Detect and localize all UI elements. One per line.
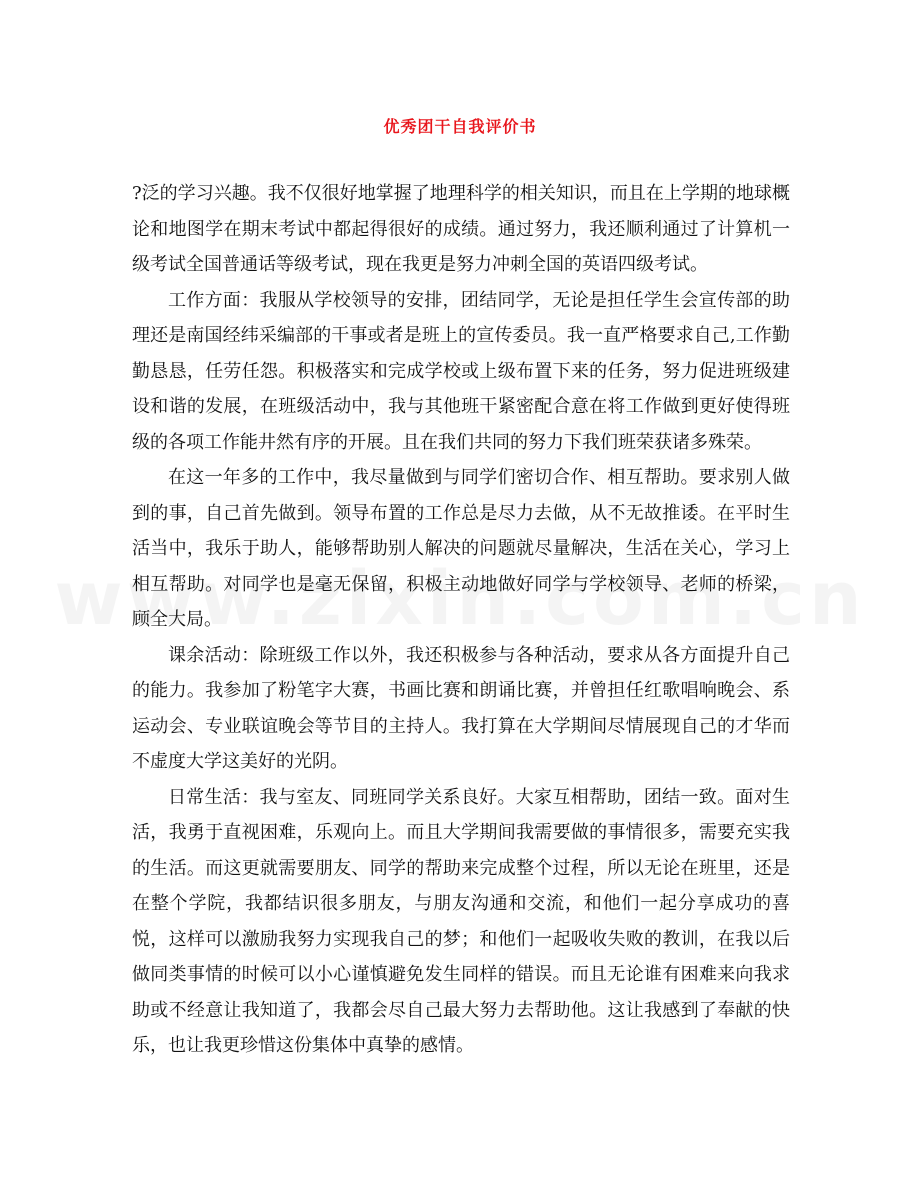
document-title: 优秀团干自我评价书 (383, 117, 537, 136)
paragraph-4: 课余活动：除班级工作以外，我还积极参与各种活动，要求从各方面提升自己的能力。我参加了粉笔字大赛，书画比赛和朗诵比赛，并曾担任红歌唱响晚会、系运动会、专业联谊晚会等节目的主持人。我打算在大学期间尽情展现自己的才华而不虚度大学这美好的光阴。 (132, 644, 790, 772)
paragraph-5: 日常生活：我与室友、同班同学关系良好。大家互相帮助，团结一致。面对生活，我勇于直视困难，乐观向上。而且大学期间我需要做的事情很多，需要充实我的生活。而这更就需要朋友、同学的帮助来完成整个过程，所以无论在班里，还是在整个学院，我都结识很多朋友，与朋友沟通和交流，和他们一起分享成功的喜悦，这样可以激励我努力实现我自己的梦；和他们一起吸收失败的教训，在我以后做同类事情的时候可以小心谨慎避免发生同样的错误。而且无论谁有困难来向我求助或不经意让我知道了，我都会尽自己最大努力去帮助他。这让我感到了奉献的快乐，也让我更珍惜这份集体中真挚的感情。 (132, 786, 790, 1056)
paragraph-1: ?泛的学习兴趣。我不仅很好地掌握了地理科学的相关知识，而且在上学期的地球概论和地图学在期末考试中都起得很好的成绩。通过努力，我还顺利通过了计算机一级考试全国普通话等级考试，现在我更是努力冲刺全国的英语四级考试。 (132, 183, 790, 275)
paragraph-3: 在这一年多的工作中，我尽量做到与同学们密切合作、相互帮助。要求别人做到的事，自己首先做到。领导布置的工作总是尽力去做，从不无故推诿。在平时生活当中，我乐于助人，能够帮助别人解决的问题就尽量解决，生活在关心，学习上相互帮助。对同学也是毫无保留，积极主动地做好同学与学校领导、老师的桥梁，顾全大局。 (132, 467, 790, 630)
document-body (132, 176, 790, 1064)
paragraph-2: 工作方面：我服从学校领导的安排，团结同学，无论是担任学生会宣传部的助理还是南国经纬采编部的干事或者是班上的宣传委员。我一直严格要求自己,工作勤勤恳恳，任劳任怨。积极落实和完成学校或上级布置下来的任务，努力促进班级建设和谐的发展，在班级活动中，我与其他班干紧密配合意在将工作做到更好使得班级的各项工作能井然有序的开展。且在我们共同的努力下我们班荣获诸多殊荣。 (132, 289, 790, 453)
